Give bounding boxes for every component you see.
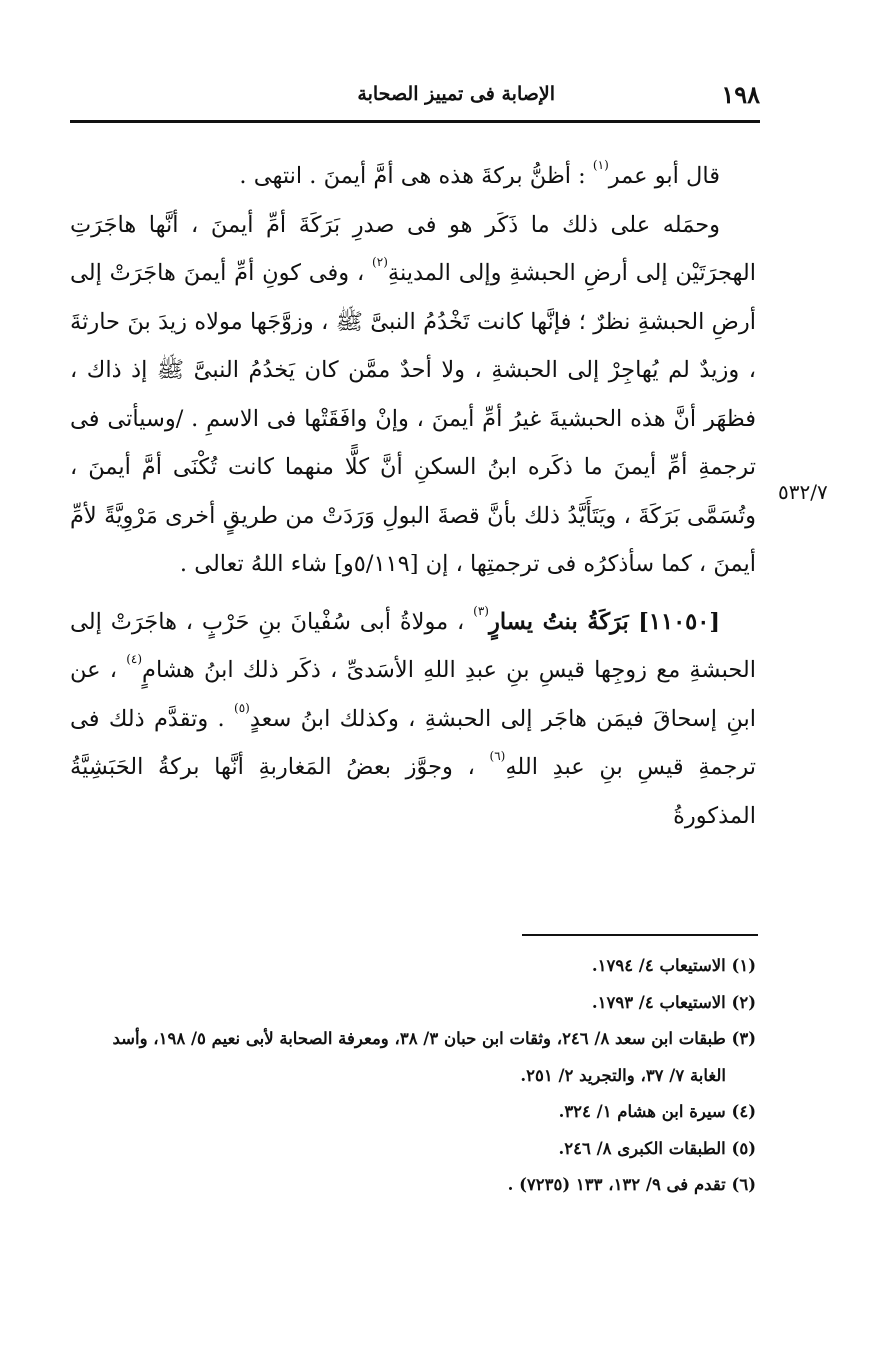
entry-paragraph xyxy=(70,598,756,841)
page-header xyxy=(70,74,760,120)
footnotes xyxy=(70,948,756,1204)
entry-number: [١١٠٥٠] xyxy=(638,608,720,635)
footnote: (١) الاستيعاب ٤/ ١٧٩٤. xyxy=(591,956,756,975)
footnote-marker: (٥) xyxy=(234,700,250,715)
footnote: (٦) تقدم فى ٩/ ١٣٢، ١٣٣ (٧٢٣٥) . xyxy=(507,1175,756,1194)
page-number: ١٩٨ xyxy=(721,80,760,109)
footnote: (٣) طبقات ابن سعد ٨/ ٢٤٦، وثقات ابن حبان ٣/ ٣٨، ومعرفة الصحابة لأبى نعيم ٥/ ١٩٨، وأسد xyxy=(112,1029,756,1048)
paragraph-2 xyxy=(70,201,756,589)
footnote: (٥) الطبقات الكبرى ٨/ ٢٤٦. xyxy=(558,1138,756,1158)
text-span: قال أبو عمر xyxy=(608,163,720,189)
margin-reference: ٥٣٢/٧ xyxy=(778,480,828,504)
text-span: ، عن ابنِ إسحاقَ فيمَن هاجَر إلى الحبشةِ ، وكذلك ابنُ سعدٍ xyxy=(70,657,757,732)
text-span: ، مولاةُ أبى سُفْيانَ بنِ حَرْبٍ ، هاجَرَتْ إلى الحبشةِ مع زوجِها قيسِ بنِ عبدِ اللهِ الأسَدىِّ ، ذكَر ذلك ابنُ هشامٍ xyxy=(70,608,756,683)
main-text xyxy=(70,152,756,840)
entry-name: بَرَكَةُ بنتُ يسارٍ xyxy=(488,608,639,635)
footnote-rule xyxy=(522,934,758,936)
text-span: ، وفى كونِ أمِّ أيمنَ هاجَرَتْ إلى أرضِ الحبشةِ نظرٌ ؛ فإنَّها كانت تَخْدُمُ النبىَّ ﷺ ، وزوَّجَها مولاه زيدَ بنَ حارثةَ ، وزيدٌ لم يُهاجِرْ إلى الحبشةِ ، ولا أحدٌ ممَّن كان يَخدُمُ النبىَّ ﷺ إذ ذاك ، فظهَر أنَّ هذه الحبشيةَ غيرُ أمِّ أيمنَ ، وإنْ وافَقَتْها فى الاسمِ . /وسيأتى فى ترجمةِ أمِّ أيمنَ ما ذكَره ابنُ السكنِ أنَّ كلًّا منهما كانت تُكْنَى أمَّ أيمنَ ، وتُسَمَّى بَرَكَةَ ، ويَتَأَيَّدُ ذلك بأنَّ قصةَ البولِ وَرَدَتْ من طريقٍ أخرى مَرْوِيَّةً لأمِّ أيمنَ ، كما سأذكرُه فى ترجمتِها ، إن [٥/١١٩و] شاء اللهُ تعالى . xyxy=(70,260,756,577)
footnote-continuation: الغابة ٧/ ٣٧، والتجريد ٢/ ٢٥١. xyxy=(520,1065,726,1085)
text-span: . وتقدَّم ذلك فى ترجمةِ قيسِ بنِ عبدِ اللهِ xyxy=(70,705,757,780)
text-span: ، وجوَّز بعضُ المَغاربةِ أنَّها بركةُ الحَبَشِيَّةُ المذكورةُ xyxy=(70,754,756,829)
text-span: وحمَله على ذلك ما ذَكَر هو فى صدرِ بَرَكَةَ أمِّ أيمنَ ، أنَّها هاجَرَتِ الهجرَتَيْن إلى أرضِ الحبشةِ وإلى المدينةِ xyxy=(70,211,756,286)
footnote-marker: (٣) xyxy=(473,603,489,618)
footnote-marker: (٤) xyxy=(126,652,143,666)
footnote-marker: (٦) xyxy=(489,749,506,763)
text-span: : أظنُّ بركةَ هذه هى أمَّ أيمنَ . انتهى . xyxy=(239,163,593,189)
footnote-marker: (٢) xyxy=(372,255,388,269)
header-rule xyxy=(70,120,760,123)
footnote: (٢) الاستيعاب ٤/ ١٧٩٣. xyxy=(591,992,756,1012)
footnote-marker: (١) xyxy=(592,158,609,172)
footnote: (٤) سيرة ابن هشام ١/ ٣٢٤. xyxy=(558,1102,756,1121)
running-title: الإصابة فى تمييز الصحابة xyxy=(357,83,555,105)
paragraph-1 xyxy=(70,152,756,201)
